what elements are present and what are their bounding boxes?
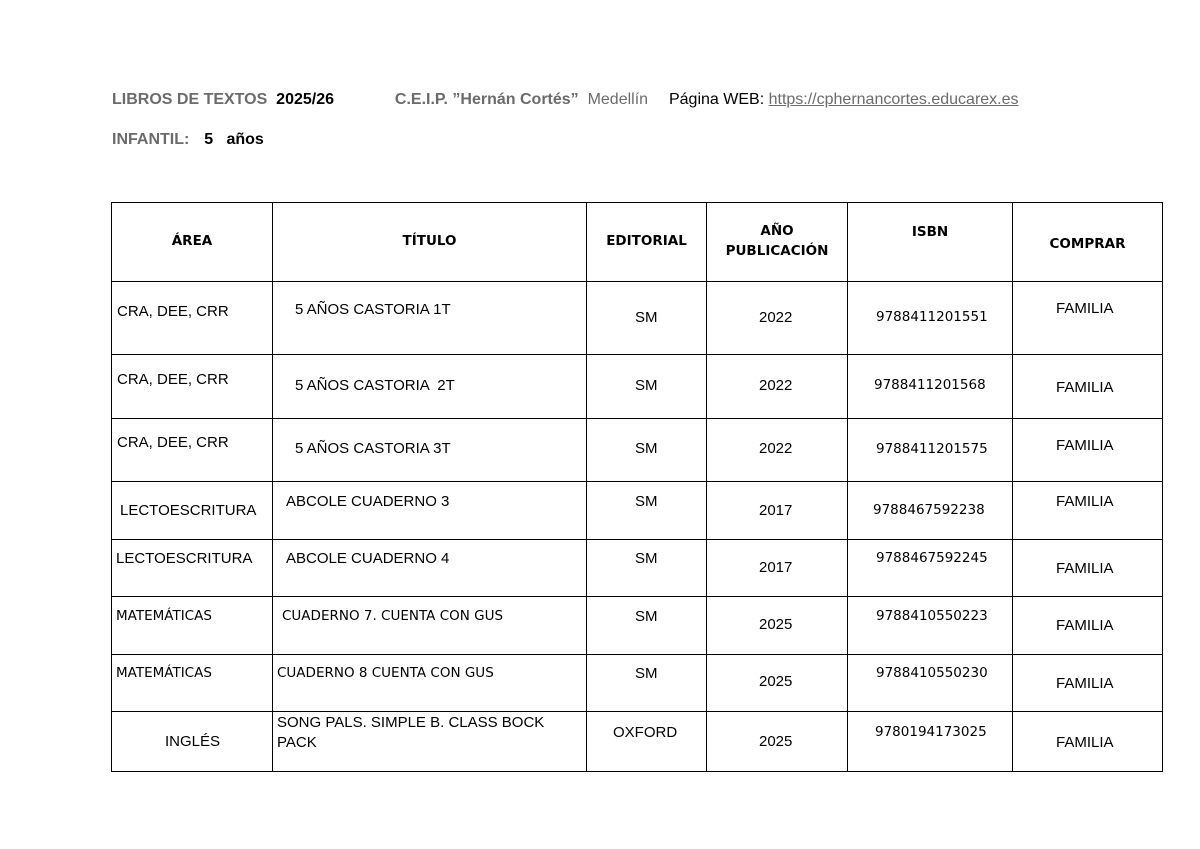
cell-area: LECTOESCRITURA: [120, 502, 257, 519]
web-link[interactable]: https://cphernancortes.educarex.es: [768, 91, 1019, 108]
cell-anio: 2025: [759, 616, 793, 633]
cell-isbn: 9788467592245: [876, 550, 988, 566]
cell-comprar: FAMILIA: [1056, 675, 1114, 692]
cell-editorial: SM: [635, 309, 658, 326]
level-label: INFANTIL:: [112, 131, 190, 148]
level-value: 5 años: [204, 131, 264, 148]
col-titulo: TÍTULO: [273, 203, 587, 282]
col-anio: [707, 203, 848, 282]
cell-isbn: 9788411201568: [874, 377, 986, 393]
cell-anio: 2017: [759, 502, 793, 519]
col-anio-line2: PUBLICACIÓN: [725, 243, 829, 259]
cell-comprar: FAMILIA: [1056, 560, 1114, 577]
cell-comprar: FAMILIA: [1056, 379, 1114, 396]
cell-area: CRA, DEE, CRR: [117, 371, 229, 388]
cell-titulo: CUADERNO 7. CUENTA CON GUS: [282, 608, 504, 624]
cell-area: MATEMÁTICAS: [116, 608, 212, 624]
cell-titulo-line2: PACK: [277, 734, 317, 751]
col-anio-line1: AÑO: [760, 223, 794, 240]
cell-anio: 2025: [759, 733, 793, 750]
table-row: [112, 597, 1163, 655]
school-town: Medellín: [587, 91, 649, 108]
cell-anio: 2022: [759, 440, 793, 457]
cell-comprar: FAMILIA: [1056, 493, 1114, 510]
web-colon: :: [759, 91, 765, 108]
cell-isbn: 9788467592238: [873, 502, 985, 518]
cell-anio: 2017: [759, 559, 793, 576]
web-label: Página WEB: [668, 91, 760, 108]
cell-anio: 2025: [759, 673, 793, 690]
cell-titulo: CUADERNO 8 CUENTA CON GUS: [277, 665, 494, 681]
cell-titulo: ABCOLE CUADERNO 4: [286, 550, 450, 567]
school-name: C.E.I.P. ”Hernán Cortés”: [394, 91, 579, 108]
col-area: ÁREA: [112, 203, 273, 282]
cell-titulo: SONG PALS. SIMPLE B. CLASS BOCK: [277, 714, 545, 731]
table-row: [112, 282, 1163, 355]
table-row: [112, 655, 1163, 712]
cell-editorial: SM: [635, 493, 658, 510]
table-row: [112, 419, 1163, 482]
cell-isbn: 9788411201575: [876, 441, 988, 457]
textbooks-table: [111, 202, 1163, 772]
table-row: [112, 712, 1163, 772]
cell-isbn: 9788411201551: [876, 309, 988, 325]
cell-editorial: SM: [635, 440, 658, 457]
cell-titulo: 5 AÑOS CASTORIA 3T: [295, 440, 451, 457]
col-editorial: EDITORIAL: [587, 203, 707, 282]
col-isbn: ISBN: [848, 203, 1013, 282]
cell-area: LECTOESCRITURA: [116, 550, 253, 567]
cell-area: MATEMÁTICAS: [116, 665, 212, 681]
cell-titulo: ABCOLE CUADERNO 3: [286, 493, 450, 510]
cell-comprar: FAMILIA: [1056, 734, 1114, 751]
cell-area: CRA, DEE, CRR: [117, 434, 229, 451]
school-year: 2025/26: [276, 91, 335, 108]
cell-anio: 2022: [759, 377, 793, 394]
level-line: [112, 131, 264, 149]
cell-titulo: 5 AÑOS CASTORIA 1T: [295, 301, 451, 318]
table-row: [112, 540, 1163, 597]
cell-comprar: FAMILIA: [1056, 617, 1114, 634]
doc-title: LIBROS DE TEXTOS: [112, 91, 268, 108]
cell-editorial: SM: [635, 550, 658, 567]
table-header-row: [112, 203, 1163, 282]
cell-editorial: SM: [635, 665, 658, 682]
table-row: [112, 355, 1163, 419]
cell-isbn: 9788410550223: [876, 608, 988, 624]
cell-comprar: FAMILIA: [1056, 437, 1114, 454]
cell-isbn: 9780194173025: [875, 724, 987, 740]
col-comprar: COMPRAR: [1013, 203, 1163, 282]
document-header: [112, 91, 1019, 109]
cell-editorial: OXFORD: [613, 724, 678, 741]
cell-comprar: FAMILIA: [1056, 300, 1114, 317]
cell-area: CRA, DEE, CRR: [117, 303, 229, 320]
cell-area: INGLÉS: [165, 733, 221, 750]
cell-isbn: 9788410550230: [876, 665, 988, 681]
cell-editorial: SM: [635, 608, 658, 625]
table-row: [112, 482, 1163, 540]
cell-titulo: 5 AÑOS CASTORIA 2T: [295, 377, 455, 394]
cell-editorial: SM: [635, 377, 658, 394]
cell-anio: 2022: [759, 309, 793, 326]
